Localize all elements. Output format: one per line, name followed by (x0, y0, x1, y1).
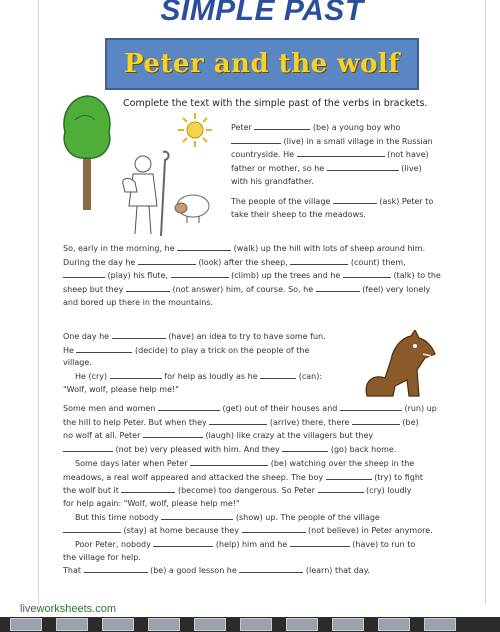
sheep-illustration (171, 190, 215, 224)
answer-blank[interactable] (318, 484, 364, 493)
answer-blank[interactable] (190, 457, 268, 466)
thumbnail[interactable] (332, 618, 364, 631)
paragraph-village: The people of the village (ask) Peter to take their sheep to the meadows. (231, 197, 434, 219)
answer-blank[interactable] (63, 269, 105, 278)
answer-blank[interactable] (340, 402, 402, 411)
answer-blank[interactable] (110, 370, 162, 379)
worksheet-title: SIMPLE PAST (160, 0, 364, 27)
instruction-text: Complete the text with the simple past of the verbs in brackets. (123, 98, 428, 109)
answer-blank[interactable] (138, 256, 196, 265)
answer-blank[interactable] (260, 370, 296, 379)
answer-blank[interactable] (76, 344, 132, 353)
answer-blank[interactable] (161, 511, 233, 520)
answer-blank[interactable] (158, 402, 220, 411)
thumbnail[interactable] (194, 618, 226, 631)
thumbnail[interactable] (56, 618, 88, 631)
answer-blank[interactable] (333, 195, 377, 204)
paragraph-real-wolf: Some men and women (get) out of their houses and (run) up the hill to help Peter. But when they (arrive) there, there (be) no wolf at all. Peter (laugh) like crazy at the villagers but they (not be) very pleased with him. And they (go) back home. Some days later when Peter (be) watching over the sheep in the meadows, a real wolf appeared and attacked the sheep. The boy (try) to fight the wolf but it (become) too dangerous. So Peter (cry) loudly for help again: "Wolf, wolf, please help me!" But this time nobody (show) up. The people of the village (stay) at home because they (not believe) in Peter anymore. Poor Peter, nobody (help) him and he (have) to run to the village for help. That (be) a good lesson he (learn) that day. (63, 404, 437, 576)
answer-blank[interactable] (254, 121, 310, 130)
answer-blank[interactable] (343, 269, 391, 278)
wolf-illustration (361, 330, 439, 404)
thumbnail[interactable] (102, 618, 134, 631)
paragraph-intro: Peter (be) a young boy who (live) in a small village in the Russian countryside. He (not have) father or mother, so he (live) with his grandfather. (231, 123, 433, 186)
thumbnail[interactable] (378, 618, 410, 631)
thumbnail[interactable] (148, 618, 180, 631)
answer-blank[interactable] (63, 524, 121, 533)
answer-blank[interactable] (290, 538, 350, 547)
answer-blank[interactable] (290, 256, 348, 265)
banner-text: Peter and the wolf (124, 49, 400, 79)
page-thumbnail-strip (0, 617, 500, 632)
answer-blank[interactable] (171, 269, 229, 278)
thumbnail[interactable] (240, 618, 272, 631)
answer-blank[interactable] (84, 564, 148, 573)
answer-blank[interactable] (121, 484, 175, 493)
answer-blank[interactable] (126, 283, 170, 292)
paragraph-trick: One day he (have) an idea to try to have some fun. He (decide) to play a trick on the people of the village. He (cry) for help as loudly as he (can): "Wolf, wolf, please help me!" (63, 332, 326, 394)
shepherd-boy-illustration (113, 148, 175, 238)
tree-illustration (59, 90, 115, 212)
thumbnail[interactable] (424, 618, 456, 631)
answer-blank[interactable] (316, 283, 360, 292)
answer-blank[interactable] (63, 443, 113, 452)
answer-blank[interactable] (297, 148, 385, 157)
sun-icon (177, 112, 213, 148)
answer-blank[interactable] (239, 564, 303, 573)
site-footer-logo[interactable]: liveworksheets.com (20, 603, 116, 615)
answer-blank[interactable] (352, 416, 400, 425)
worksheet-page (38, 0, 486, 604)
answer-blank[interactable] (282, 443, 328, 452)
answer-blank[interactable] (143, 429, 203, 438)
thumbnail[interactable] (286, 618, 318, 631)
answer-blank[interactable] (326, 471, 372, 480)
paragraph-morning: So, early in the morning, he (walk) up the hill with lots of sheep around him. During the day he (look) after the sheep, (count) them, (play) his flute, (climb) up the trees and he (talk) to the sheep but they (not answer) him, of course. So, he (feel) very lonely and bored up there in the mountains. (63, 244, 441, 307)
thumbnail[interactable] (10, 618, 42, 631)
story-banner (105, 38, 419, 90)
answer-blank[interactable] (177, 242, 231, 251)
answer-blank[interactable] (153, 538, 213, 547)
answer-blank[interactable] (327, 162, 399, 171)
answer-blank[interactable] (231, 135, 281, 144)
answer-blank[interactable] (209, 416, 267, 425)
answer-blank[interactable] (112, 330, 166, 339)
answer-blank[interactable] (242, 524, 306, 533)
